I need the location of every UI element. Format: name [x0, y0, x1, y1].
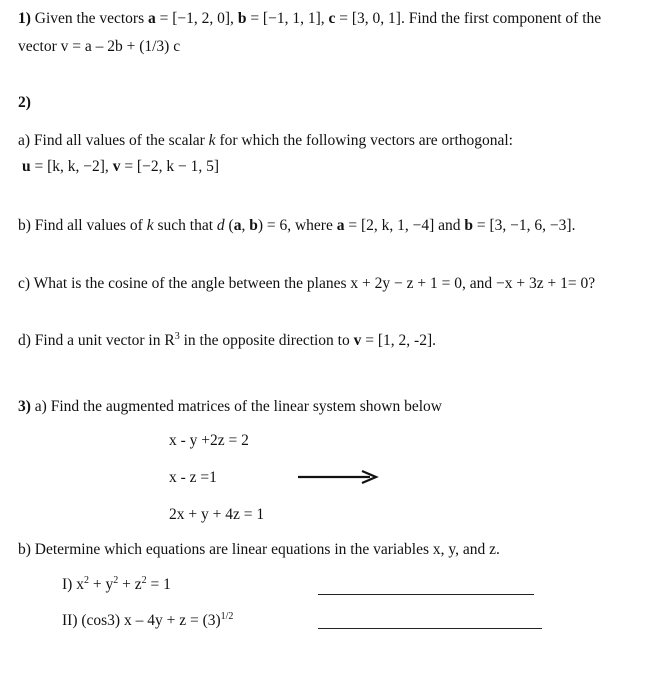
q2d-v-label: v: [353, 332, 362, 349]
q1-vector-c-value: = [3, 0, 1]. Find the first component of the: [339, 10, 602, 27]
q2d-text2: in the opposite direction to: [183, 332, 350, 349]
q2d-text1: d) Find a unit vector in R: [18, 332, 175, 349]
q3b-line: b) Determine which equations are linear equations in the variables x, y, and z.: [18, 541, 500, 558]
item1-rest: = 1: [150, 576, 171, 593]
item1-y-exponent: 2: [113, 575, 119, 586]
q1-number: 1): [18, 10, 31, 27]
item1-plus-y: + y: [88, 576, 114, 593]
item1-x: I) x: [62, 576, 84, 593]
q2b-paren: (: [228, 217, 234, 234]
q2b-a-label: a: [336, 217, 345, 234]
right-arrow-icon: [298, 469, 380, 485]
q2d-superscript: 3: [174, 331, 180, 342]
q1-line2: vector v = a – 2b + (1/3) c: [18, 38, 181, 55]
q3b-item2: [62, 611, 233, 631]
q2b-d: d: [216, 217, 225, 234]
equation-1: x - y +2z = 2: [169, 432, 249, 449]
q2a-v-value: = [−2, k − 1, 5]: [124, 158, 219, 175]
q2b-line: [18, 216, 575, 236]
q2b-a: a: [233, 217, 242, 234]
equation-3: 2x + y + 4z = 1: [169, 506, 265, 523]
q2a-v-label: v: [112, 158, 121, 175]
q2b-text1: b) Find all values of: [18, 217, 143, 234]
q3a-text: a) Find the augmented matrices of the linear system shown below: [34, 398, 442, 415]
q1-text: Given the vectors: [34, 10, 145, 27]
q1-vector-b-label: b: [237, 10, 247, 27]
q2b-text3: ) = 6, where: [257, 217, 333, 234]
q2d-line: [18, 331, 436, 351]
q1-vector-a-value: = [−1, 2, 0],: [159, 10, 234, 27]
q2a-line1: [18, 131, 513, 151]
q2a-k: k: [208, 132, 216, 149]
equation-2: x - z =1: [169, 469, 217, 486]
q1-line1: [18, 9, 601, 29]
q2c-line: c) What is the cosine of the angle between the planes x + 2y − z + 1 = 0, and −x + 3z + 1= 0?: [18, 275, 596, 292]
q2a-u-label: u: [22, 158, 31, 175]
q2b-b-value: = [3, −1, 6, −3].: [476, 217, 576, 234]
q1-vector-a-label: a: [148, 10, 156, 27]
q2b-k: k: [146, 217, 154, 234]
q2a-u-value: = [k, k, −2],: [34, 158, 109, 175]
item2-exponent: 1/2: [220, 611, 234, 622]
q3b-item1: [62, 575, 171, 595]
q2-number: 2): [18, 94, 31, 111]
q3-number: 3): [18, 398, 31, 415]
q1-vector-b-value: = [−1, 1, 1],: [250, 10, 325, 27]
q2a-line2: [22, 157, 219, 177]
item1-x-exponent: 2: [83, 575, 89, 586]
answer-blank-1[interactable]: [318, 594, 534, 595]
q2b-b-label: b: [464, 217, 474, 234]
q2a-text2: for which the following vectors are orthogonal:: [219, 132, 513, 149]
item1-plus-z: + z: [118, 576, 142, 593]
q3a-line: [18, 397, 442, 417]
q2b-b: b: [249, 217, 258, 234]
q2b-comma: ,: [241, 217, 246, 234]
q2a-text1: a) Find all values of the scalar: [18, 132, 205, 149]
q2d-v-value: = [1, 2, -2].: [365, 332, 436, 349]
item2-text: II) (cos3) x – 4y + z = (3): [62, 612, 221, 629]
answer-blank-2[interactable]: [318, 628, 542, 629]
q2b-text2: such that: [157, 217, 214, 234]
q2b-a-value: = [2, k, 1, −4] and: [348, 217, 461, 234]
q1-vector-c-label: c: [328, 10, 336, 27]
item1-z-exponent: 2: [141, 575, 147, 586]
